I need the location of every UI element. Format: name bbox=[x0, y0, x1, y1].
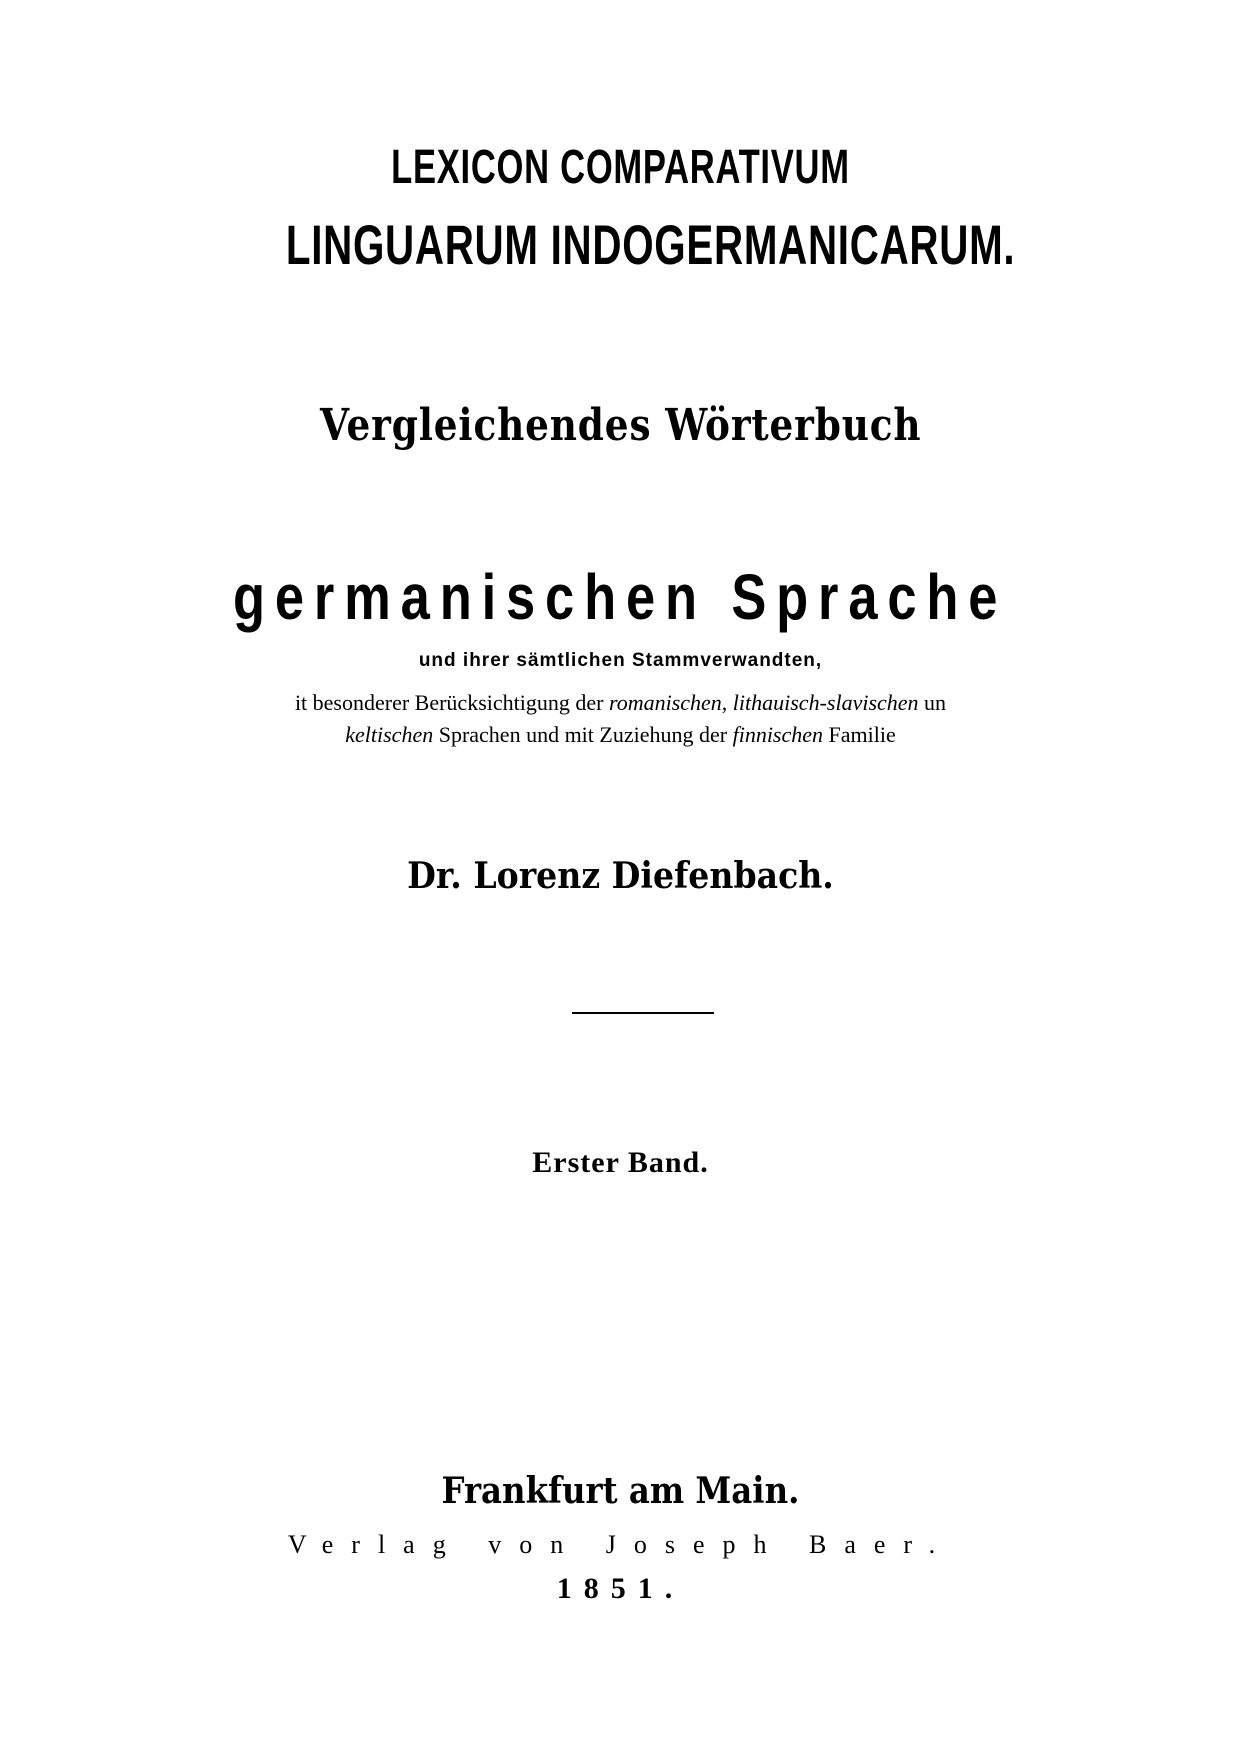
title-line-2: LINGUARUM INDOGERMANICARUM. bbox=[285, 213, 1016, 276]
place: Frankfurt am Main. bbox=[441, 1470, 800, 1512]
description-line-3: keltischen Sprachen und mit Zuziehung der finnischen Familie bbox=[345, 722, 896, 747]
main-heading: germanischen Sprache bbox=[233, 561, 1008, 633]
subtitle: Vergleichendes Wörterbuch bbox=[319, 400, 922, 451]
title-line-1: LEXICON COMPARATIVUM bbox=[391, 141, 850, 194]
publisher: Verlag von Joseph Baer. bbox=[287, 1530, 954, 1559]
description-line-2: it besonderer Berücksichtigung der romanischen, lithauisch-slavischen un bbox=[294, 690, 947, 715]
description-line-1: und ihrer sämtlichen Stammverwandten, bbox=[418, 650, 823, 671]
divider-rule bbox=[572, 1012, 714, 1014]
author: Dr. Lorenz Diefenbach. bbox=[407, 855, 834, 897]
volume-label: Erster Band. bbox=[532, 1146, 709, 1179]
year: 1851. bbox=[556, 1572, 685, 1605]
